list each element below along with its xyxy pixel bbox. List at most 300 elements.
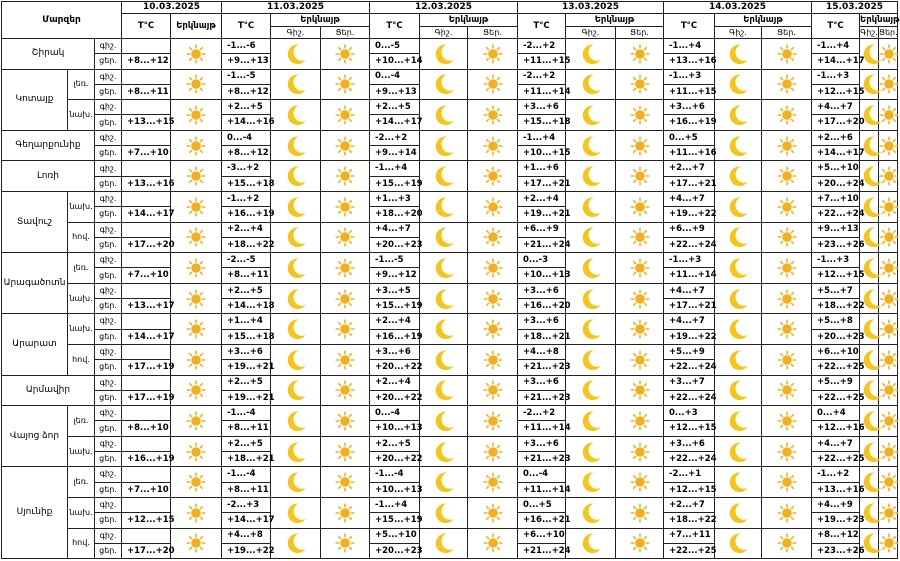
temperature-cell: +16...+19 — [122, 452, 171, 467]
temperature-cell: +2...+5 — [222, 375, 271, 390]
temperature-cell: +8...+12 — [222, 84, 271, 99]
temp-header: T°C — [222, 14, 271, 39]
table-row — [2, 344, 898, 359]
temp-header: T°C — [812, 14, 860, 39]
sun-icon — [616, 222, 664, 253]
sky-header: Երկնայթ — [171, 14, 222, 39]
moon-icon — [420, 39, 468, 70]
sun-icon — [762, 222, 812, 253]
table-row — [2, 406, 898, 421]
period-label: ցեր. — [95, 84, 122, 99]
sun-icon — [616, 497, 664, 528]
sun-icon — [879, 191, 898, 222]
temperature-cell: +16...+20 — [518, 299, 566, 314]
temperature-cell: +23...+26 — [812, 237, 860, 252]
moon-icon — [420, 344, 468, 375]
sun-icon — [762, 191, 812, 222]
table-row — [2, 497, 898, 512]
moon-icon — [420, 222, 468, 253]
day-header: Ցեր. — [321, 27, 370, 39]
temperature-cell: +18...+21 — [518, 329, 566, 344]
sky-header: Երկնայթ — [271, 14, 370, 27]
temperature-cell: +6...+10 — [518, 528, 566, 543]
temperature-cell — [122, 69, 171, 84]
temperature-cell: +3...+6 — [664, 436, 715, 451]
moon-icon — [420, 69, 468, 100]
temperature-cell: +22...+25 — [812, 452, 860, 467]
temperature-cell: +5...+7 — [812, 283, 860, 298]
sun-icon — [321, 467, 370, 498]
temperature-cell: -1...-4 — [370, 467, 420, 482]
sun-icon — [171, 130, 222, 161]
temperature-cell: +19...+21 — [222, 360, 271, 375]
temperature-cell: +20...+22 — [370, 390, 420, 405]
region-name: Լոռի — [2, 161, 95, 192]
period-label: ցեր. — [95, 513, 122, 528]
temperature-cell: +2...+5 — [370, 436, 420, 451]
sun-icon — [468, 497, 518, 528]
temperature-cell — [122, 39, 171, 54]
temperature-cell: -1...+4 — [518, 130, 566, 145]
table-row — [2, 39, 898, 54]
period-label: գիշ. — [95, 253, 122, 268]
temperature-cell: +12...+15 — [122, 513, 171, 528]
moon-icon — [566, 222, 616, 253]
temperature-cell: +16...+19 — [664, 115, 715, 130]
temperature-cell: +18...+22 — [812, 299, 860, 314]
sun-icon — [171, 375, 222, 406]
moon-icon — [715, 222, 762, 253]
temperature-cell: -1...-5 — [222, 69, 271, 84]
temperature-cell: +20...+22 — [370, 360, 420, 375]
moon-icon — [715, 130, 762, 161]
sun-icon — [879, 375, 898, 406]
period-label: ցեր. — [95, 482, 122, 497]
temperature-cell: +6...+10 — [812, 344, 860, 359]
night-header: Գիշ. — [271, 27, 321, 39]
temperature-cell — [122, 467, 171, 482]
temperature-cell: -1...+3 — [664, 69, 715, 84]
period-label: գիշ. — [95, 375, 122, 390]
sun-icon — [468, 406, 518, 437]
temperature-cell: +8...+11 — [122, 84, 171, 99]
temperature-cell: -1...+4 — [370, 161, 420, 176]
temperature-cell: 0...+5 — [664, 130, 715, 145]
temperature-cell: +20...+23 — [370, 237, 420, 252]
sun-icon — [321, 161, 370, 192]
temperature-cell: +15...+18 — [518, 115, 566, 130]
sun-icon — [616, 528, 664, 559]
night-header: Գիշ. — [860, 27, 878, 37]
date-header: 12.03.2025 — [370, 2, 518, 14]
temperature-cell: -1...-6 — [222, 39, 271, 54]
temperature-cell: +4...+7 — [812, 100, 860, 115]
sun-icon — [321, 100, 370, 131]
temperature-cell: +4...+7 — [370, 222, 420, 237]
temperature-cell: +4...+7 — [812, 436, 860, 451]
period-label: գիշ. — [95, 39, 122, 54]
moon-icon — [715, 283, 762, 314]
temperature-cell — [122, 436, 171, 451]
temperature-cell: +3...+6 — [222, 344, 271, 359]
zone-label: հով. — [68, 528, 95, 559]
sun-icon — [762, 406, 812, 437]
sun-icon — [171, 253, 222, 284]
temperature-cell: +19...+22 — [664, 207, 715, 222]
temperature-cell: +20...+22 — [370, 452, 420, 467]
temperature-cell: +11...+16 — [664, 146, 715, 161]
temperature-cell: +19...+21 — [222, 390, 271, 405]
moon-icon — [715, 191, 762, 222]
temperature-cell: +11...+14 — [518, 482, 566, 497]
sun-icon — [468, 191, 518, 222]
moon-icon — [860, 436, 879, 467]
temperature-cell: -2...-5 — [222, 253, 271, 268]
region-column-header: Մարզեր — [2, 2, 122, 39]
zone-label: նախ. — [68, 436, 95, 467]
moon-icon — [715, 344, 762, 375]
temperature-cell: +8...+11 — [222, 482, 271, 497]
temperature-cell: +11...+14 — [518, 84, 566, 99]
sun-icon — [879, 222, 898, 253]
sun-icon — [321, 130, 370, 161]
period-label: գիշ. — [95, 436, 122, 451]
moon-icon — [271, 100, 321, 131]
period-label: գիշ. — [95, 69, 122, 84]
period-label: գիշ. — [95, 467, 122, 482]
temperature-cell: +22...+25 — [812, 390, 860, 405]
period-label: ցեր. — [95, 421, 122, 436]
temperature-cell: +10...+15 — [518, 146, 566, 161]
period-label: ցեր. — [95, 237, 122, 252]
period-label: գիշ. — [95, 528, 122, 543]
period-label: ցեր. — [95, 329, 122, 344]
temperature-cell: +9...+13 — [812, 222, 860, 237]
temperature-cell: +3...+6 — [518, 314, 566, 329]
temperature-cell: +18...+22 — [222, 237, 271, 252]
moon-icon — [715, 253, 762, 284]
temperature-cell: +2...+5 — [222, 436, 271, 451]
temperature-cell: +16...+19 — [222, 207, 271, 222]
moon-icon — [420, 528, 468, 559]
period-label: գիշ. — [95, 314, 122, 329]
temperature-cell: +22...+24 — [664, 360, 715, 375]
period-label: գիշ. — [95, 100, 122, 115]
night-header: Գիշ. — [420, 27, 468, 39]
day-header: Ցեր. — [762, 27, 812, 39]
temperature-cell: +1...+6 — [518, 161, 566, 176]
moon-icon — [271, 253, 321, 284]
temperature-cell: +2...+6 — [812, 130, 860, 145]
temperature-cell: +6...+9 — [664, 222, 715, 237]
sun-icon — [171, 467, 222, 498]
sun-icon — [762, 130, 812, 161]
period-label: գիշ. — [95, 406, 122, 421]
temperature-cell: +3...+5 — [370, 283, 420, 298]
temperature-cell: +3...+6 — [370, 344, 420, 359]
sun-icon — [879, 344, 898, 375]
moon-icon — [420, 283, 468, 314]
moon-icon — [566, 436, 616, 467]
temperature-cell: +12...+15 — [664, 421, 715, 436]
temperature-cell: +4...+9 — [812, 497, 860, 512]
moon-icon — [860, 314, 879, 345]
temperature-cell: +21...+24 — [518, 237, 566, 252]
moon-icon — [420, 467, 468, 498]
temperature-cell: +7...+10 — [122, 482, 171, 497]
sun-icon — [468, 161, 518, 192]
temperature-cell: +15...+18 — [222, 329, 271, 344]
temperature-cell: +2...+4 — [222, 222, 271, 237]
moon-icon — [566, 191, 616, 222]
temperature-cell: +13...+16 — [664, 54, 715, 69]
moon-icon — [566, 39, 616, 70]
sun-icon — [879, 283, 898, 314]
temperature-cell: +13...+17 — [122, 299, 171, 314]
temperature-cell: -2...+2 — [370, 130, 420, 145]
temperature-cell: +6...+9 — [518, 222, 566, 237]
temperature-cell: 0...+5 — [518, 497, 566, 512]
sun-icon — [171, 191, 222, 222]
zone-label: նախ. — [68, 497, 95, 528]
sun-icon — [616, 406, 664, 437]
sun-icon — [171, 314, 222, 345]
temperature-cell: +12...+15 — [664, 482, 715, 497]
moon-icon — [860, 467, 879, 498]
temperature-cell: +12...+15 — [812, 84, 860, 99]
sun-icon — [762, 100, 812, 131]
temperature-cell: +8...+10 — [122, 421, 171, 436]
moon-icon — [271, 314, 321, 345]
temperature-cell: +17...+20 — [812, 115, 860, 130]
temperature-cell: +1...+4 — [222, 314, 271, 329]
temperature-cell: +22...+24 — [664, 390, 715, 405]
moon-icon — [860, 161, 879, 192]
moon-icon — [860, 344, 879, 375]
temperature-cell: +7...+10 — [122, 146, 171, 161]
temperature-cell: -2...+3 — [222, 497, 271, 512]
temperature-cell: +9...+13 — [222, 54, 271, 69]
moon-icon — [271, 528, 321, 559]
table-row — [2, 100, 898, 115]
moon-icon — [860, 528, 879, 559]
moon-icon — [715, 467, 762, 498]
temperature-cell: +14...+18 — [222, 299, 271, 314]
sun-icon — [616, 130, 664, 161]
temperature-cell: +22...+24 — [812, 207, 860, 222]
moon-icon — [420, 253, 468, 284]
temperature-cell: +10...+13 — [518, 268, 566, 283]
sun-icon — [321, 406, 370, 437]
temperature-cell: +2...+4 — [518, 191, 566, 206]
period-label: գիշ. — [95, 344, 122, 359]
temperature-cell: +18...+20 — [370, 207, 420, 222]
temperature-cell: +15...+19 — [370, 176, 420, 191]
temperature-cell: +11...+14 — [664, 268, 715, 283]
temperature-cell: -2...+2 — [518, 406, 566, 421]
sun-icon — [468, 69, 518, 100]
sun-icon — [616, 344, 664, 375]
period-label: ցեր. — [95, 115, 122, 130]
zone-label: հով. — [68, 222, 95, 253]
temperature-cell: +17...+19 — [122, 360, 171, 375]
temperature-cell: +23...+26 — [812, 543, 860, 558]
sky-header: Երկնայթ — [420, 14, 518, 27]
period-label: ցեր. — [95, 452, 122, 467]
table-row — [2, 191, 898, 206]
moon-icon — [860, 406, 879, 437]
sun-icon — [468, 100, 518, 131]
sun-icon — [616, 436, 664, 467]
sun-icon — [616, 69, 664, 100]
temperature-cell: 0...-5 — [370, 39, 420, 54]
period-label: ցեր. — [95, 54, 122, 69]
date-header: 14.03.2025 — [664, 2, 812, 14]
temperature-cell: +9...+13 — [370, 84, 420, 99]
sun-icon — [762, 467, 812, 498]
sun-icon — [468, 436, 518, 467]
moon-icon — [566, 130, 616, 161]
table-row — [2, 436, 898, 451]
night-header: Գիշ. — [715, 27, 762, 39]
day-header: Ցեր. — [468, 27, 518, 39]
sun-icon — [762, 497, 812, 528]
sun-icon — [616, 100, 664, 131]
sun-icon — [321, 69, 370, 100]
temperature-cell: +4...+8 — [518, 344, 566, 359]
temperature-cell: +13...+15 — [122, 115, 171, 130]
sun-icon — [762, 39, 812, 70]
temperature-cell: +10...+14 — [370, 54, 420, 69]
date-header: 11.03.2025 — [222, 2, 370, 14]
temperature-cell: -1...+4 — [812, 39, 860, 54]
moon-icon — [271, 222, 321, 253]
moon-icon — [715, 528, 762, 559]
period-label: ցեր. — [95, 543, 122, 558]
temperature-cell: 0...+4 — [812, 406, 860, 421]
date-header: 13.03.2025 — [518, 2, 664, 14]
temperature-cell: +14...+17 — [370, 115, 420, 130]
sun-icon — [762, 253, 812, 284]
temperature-cell: +21...+24 — [518, 543, 566, 558]
temperature-cell: +11...+14 — [518, 421, 566, 436]
temperature-cell: 0...-4 — [222, 130, 271, 145]
temperature-cell: -2...+2 — [518, 69, 566, 84]
moon-icon — [566, 253, 616, 284]
temperature-cell: +5...+8 — [812, 314, 860, 329]
moon-icon — [271, 375, 321, 406]
sun-icon — [762, 528, 812, 559]
temp-header: T°C — [518, 14, 566, 39]
table-row — [2, 283, 898, 298]
moon-icon — [420, 100, 468, 131]
temperature-cell: +16...+21 — [518, 513, 566, 528]
moon-icon — [420, 406, 468, 437]
zone-label: նախ. — [68, 100, 95, 131]
moon-icon — [271, 191, 321, 222]
period-label: ցեր. — [95, 268, 122, 283]
day-header: Ցեր. — [616, 27, 664, 39]
moon-icon — [566, 100, 616, 131]
temperature-cell: +15...+19 — [370, 513, 420, 528]
temperature-cell: +2...+4 — [370, 375, 420, 390]
temperature-cell: -1...-5 — [370, 253, 420, 268]
temperature-cell: +4...+7 — [664, 314, 715, 329]
moon-icon — [271, 436, 321, 467]
temperature-cell: +2...+5 — [222, 283, 271, 298]
sun-icon — [171, 497, 222, 528]
sun-icon — [762, 69, 812, 100]
sun-icon — [171, 344, 222, 375]
sun-icon — [321, 283, 370, 314]
moon-icon — [860, 39, 879, 70]
temperature-cell: -1...+3 — [812, 253, 860, 268]
temperature-cell: +3...+6 — [518, 100, 566, 115]
region-name: Կոտայք — [2, 69, 68, 130]
sun-icon — [321, 253, 370, 284]
temperature-cell: 0...-4 — [370, 69, 420, 84]
sun-icon — [468, 467, 518, 498]
temperature-cell: -3...+2 — [222, 161, 271, 176]
period-label: ցեր. — [95, 299, 122, 314]
moon-icon — [715, 161, 762, 192]
temperature-cell: +2...+5 — [222, 100, 271, 115]
sun-icon — [879, 436, 898, 467]
sun-icon — [762, 344, 812, 375]
moon-icon — [420, 497, 468, 528]
temperature-cell — [122, 253, 171, 268]
period-label: ցեր. — [95, 207, 122, 222]
region-name: Տավուշ — [2, 191, 68, 252]
temperature-cell: +12...+15 — [812, 268, 860, 283]
sun-icon — [616, 467, 664, 498]
sun-icon — [321, 375, 370, 406]
sun-icon — [762, 161, 812, 192]
moon-icon — [420, 375, 468, 406]
moon-icon — [566, 283, 616, 314]
temperature-cell: +3...+6 — [518, 283, 566, 298]
temperature-cell: +17...+21 — [664, 176, 715, 191]
moon-icon — [420, 191, 468, 222]
moon-icon — [860, 100, 879, 131]
sun-icon — [321, 191, 370, 222]
region-name: Գեղարքունիք — [2, 130, 95, 161]
period-label: գիշ. — [95, 222, 122, 237]
sun-icon — [468, 222, 518, 253]
period-label: ցեր. — [95, 146, 122, 161]
temperature-cell: +14...+17 — [122, 329, 171, 344]
table-row — [2, 161, 898, 176]
temperature-cell: +14...+17 — [222, 513, 271, 528]
temperature-cell: +22...+25 — [812, 360, 860, 375]
temperature-cell: +14...+17 — [812, 146, 860, 161]
sun-icon — [879, 406, 898, 437]
zone-label: նախ. — [68, 283, 95, 314]
period-label: գիշ. — [95, 191, 122, 206]
table-row — [2, 130, 898, 145]
temperature-cell — [122, 161, 171, 176]
sky-header: Երկնայթ — [715, 14, 812, 27]
temperature-cell: +17...+21 — [518, 176, 566, 191]
moon-icon — [860, 191, 879, 222]
temperature-cell — [122, 375, 171, 390]
moon-icon — [715, 497, 762, 528]
period-label: ցեր. — [95, 176, 122, 191]
temperature-cell: +15...+19 — [370, 299, 420, 314]
moon-icon — [271, 406, 321, 437]
temperature-cell: +7...+11 — [664, 528, 715, 543]
temperature-cell: -1...-4 — [222, 406, 271, 421]
